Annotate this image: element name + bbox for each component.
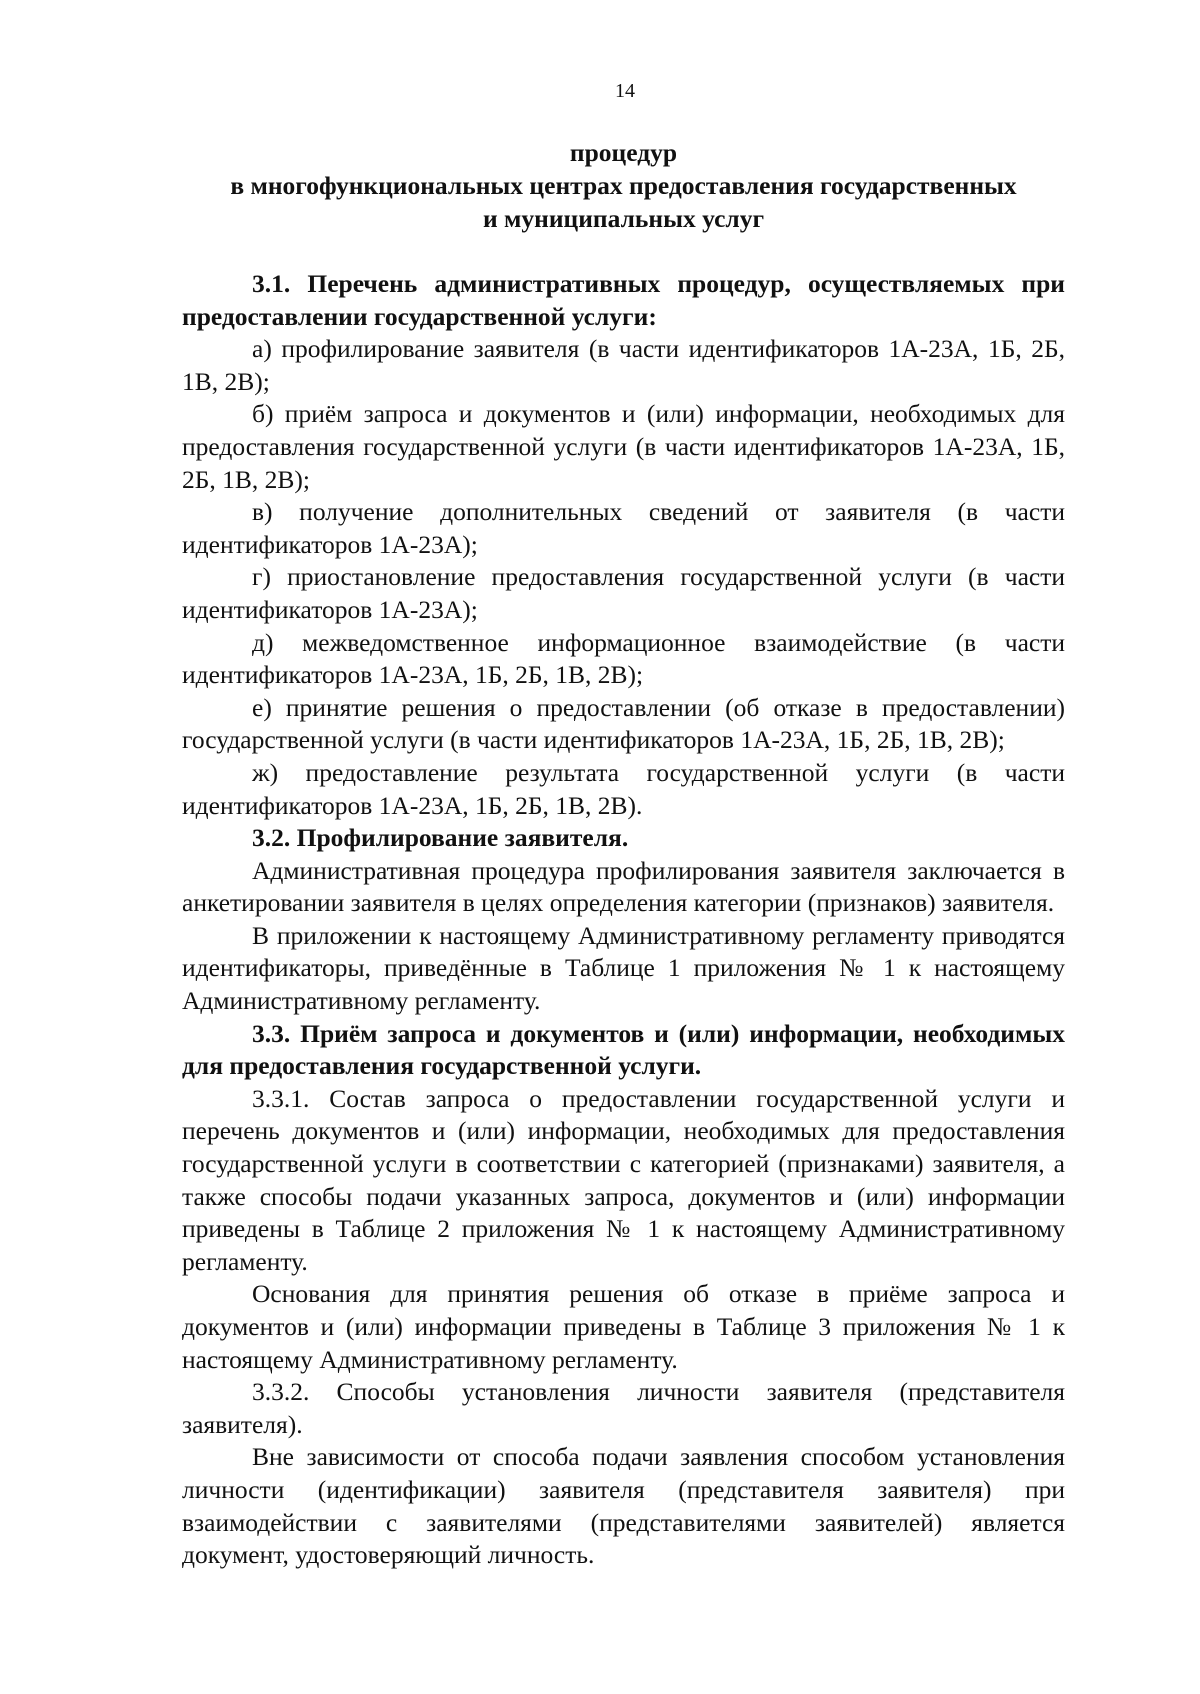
page-number: 14 xyxy=(615,80,635,102)
paragraph-3-2-title: 3.2. Профилирование заявителя. xyxy=(252,823,629,853)
paragraph-3-2-text-1: Административная процедура профилирования заявителя заключается в анкетировании заявителя в целях определения категории (признаков) заявителя. xyxy=(182,855,1065,918)
list-item-v: в) получение дополнительных сведений от заявителя (в части идентификаторов 1А-23А); xyxy=(182,497,1065,559)
paragraph-3-2-text-2: В приложении к настоящему Административному регламенту приводятся идентификаторы, приведённые в Таблице 1 приложения № 1 к настоящему Административному регламенту. xyxy=(182,920,1065,1016)
list-item-g: г) приостановление предоставления государственной услуги (в части идентификаторов 1А-23А); xyxy=(182,562,1065,624)
list-item-b: б) приём запроса и документов и (или) информации, необходимых для предоставления государственной услуги (в части идентификаторов 1А-23А, 1Б, 2Б, 1В, 2В); xyxy=(182,399,1065,494)
section-heading xyxy=(182,136,1065,235)
document-body xyxy=(182,268,1065,1572)
paragraph-3-3-1-grounds: Основания для принятия решения об отказе в приёме запроса и документов и (или) информации приведены в Таблице 3 приложения № 1 к настоящему Административному регламенту. xyxy=(182,1279,1065,1374)
list-item-d: д) межведомственное информационное взаимодействие (в части идентификаторов 1А-23А, 1Б, 2Б, 1В, 2В); xyxy=(182,627,1065,690)
list-item-a: а) профилирование заявителя (в части идентификаторов 1А-23А, 1Б, 2Б, 1В, 2В); xyxy=(182,334,1065,396)
paragraph-3-3-2: 3.3.2. Способы установления личности заявителя (представителя заявителя). xyxy=(182,1377,1065,1439)
paragraph-3-3-1: 3.3.1. Состав запроса о предоставлении государственной услуги и перечень документов и (или) информации, необходимых для предоставления государственной услуги в соответствии с категорией (признаками) заявителя, а также способы подачи указанных запроса, документов и (или) информации приведены в Таблице 2 приложения № 1 к настоящему Административному регламенту. xyxy=(182,1083,1065,1276)
heading-line-3: и муниципальных услуг xyxy=(482,204,765,233)
paragraph-3-1-title: 3.1. Перечень административных процедур, осуществляемых при предоставлении государственной услуги: xyxy=(182,269,1065,331)
paragraph-3-3-2-text: Вне зависимости от способа подачи заявления способом установления личности (идентификации) заявителя (представителя заявителя) при взаимодействии с заявителями (представителями заявителей) является документ, удостоверяющий личность. xyxy=(182,1442,1065,1570)
heading-line-1: процедур xyxy=(569,138,678,167)
heading-line-2: в многофункциональных центрах предоставления государственных xyxy=(230,171,1017,200)
list-item-e: е) принятие решения о предоставлении (об отказе в предоставлении) государственной услуги (в части идентификаторов 1А-23А, 1Б, 2Б, 1В, 2В); xyxy=(182,692,1065,755)
paragraph-3-3-title: 3.3. Приём запроса и документов и (или) информации, необходимых для предоставления государственной услуги. xyxy=(182,1018,1065,1081)
list-item-zh: ж) предоставление результата государственной услуги (в части идентификаторов 1А-23А, 1Б, 2Б, 1В, 2В). xyxy=(182,757,1065,820)
